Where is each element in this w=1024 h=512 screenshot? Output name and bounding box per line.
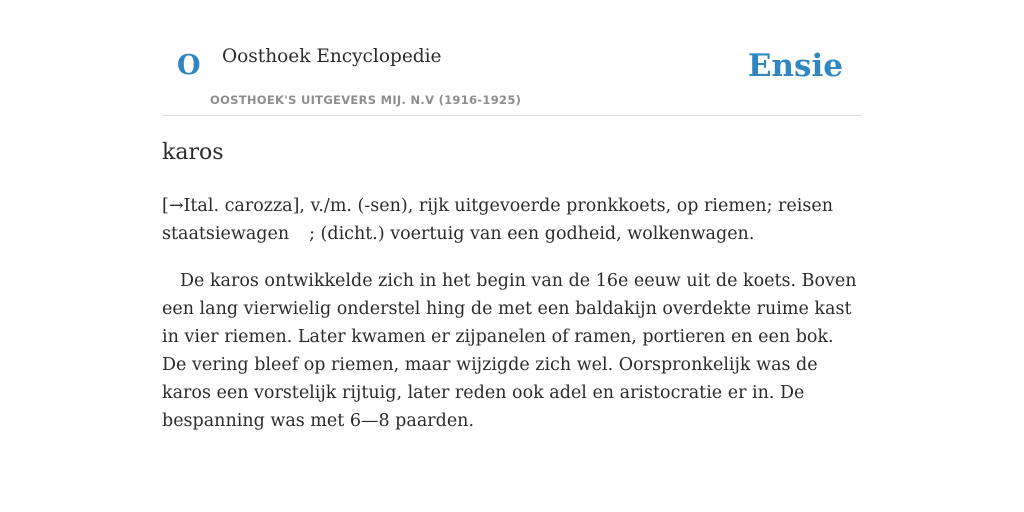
entry-title: karos	[162, 140, 224, 165]
site-header	[162, 38, 862, 116]
site-logo[interactable]: O	[177, 50, 201, 81]
definition-text-part1: [→Ital. carozza], v./m. (-sen), rijk uitgevoerde pronkkoets, op riemen; reisen staatsiewagen	[162, 196, 833, 244]
entry-article: De karos ontwikkelde zich in het begin van de 16e eeuw uit de koets. Boven een lang vierwielig onderstel hing de met een baldakijn overdekte ruime kast in vier riemen. Later kwamen er zijpanelen of ramen, portieren en een bok. De vering bleef op riemen, maar wijzigde zich wel. Oorspronkelijk was de karos een vorstelijk rijtuig, later reden ook adel en aristocratie er in. De bespanning was met 6—8 paarden.	[162, 271, 857, 431]
definition-text-part2: ; (dicht.) voertuig van een godheid, wolkenwagen.	[309, 224, 755, 244]
publisher-subtitle: OOSTHOEK'S UITGEVERS MIJ. N.V (1916-1925)	[210, 93, 522, 107]
site-title-link[interactable]: Oosthoek Encyclopedie	[222, 46, 442, 67]
ensie-brand-logo[interactable]: Ensie	[747, 48, 843, 84]
entry-definition	[162, 192, 862, 248]
